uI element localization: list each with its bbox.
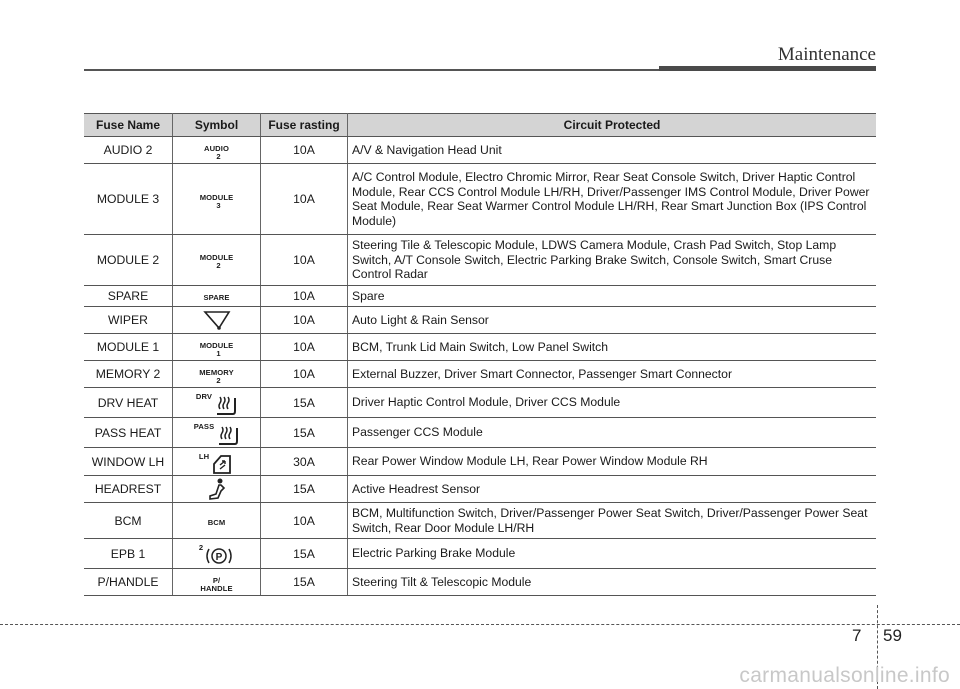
fuse-rating-cell: 30A [261, 448, 348, 476]
fuse-table-body [84, 137, 876, 596]
fuse-name-cell: WIPER [84, 307, 173, 334]
column-header-circuit-protected: Circuit Protected [348, 114, 877, 137]
circuit-protected-cell: Steering Tilt & Telescopic Module [348, 569, 877, 596]
table-row [84, 388, 876, 418]
fuse-symbol-label: SPARE [203, 292, 230, 302]
column-header-fuse-name: Fuse Name [84, 114, 173, 137]
table-row [84, 285, 876, 307]
fuse-table [84, 113, 876, 596]
header-rule-accent [659, 66, 876, 71]
fuse-name-cell: BCM [84, 503, 173, 539]
circuit-protected-cell: Driver Haptic Control Module, Driver CCS Module [348, 388, 877, 418]
fuse-symbol-label: MODULE 2 [199, 253, 234, 271]
seat-heater-icon [213, 393, 237, 417]
svg-text:P: P [215, 552, 223, 563]
fuse-rating-cell: 15A [261, 569, 348, 596]
table-row [84, 476, 876, 503]
fuse-rating-cell: 10A [261, 235, 348, 286]
fuse-rating-cell: 10A [261, 164, 348, 235]
circuit-protected-cell: Rear Power Window Module LH, Rear Power Window Module RH [348, 448, 877, 476]
fuse-symbol-label: AUDIO 2 [204, 143, 229, 161]
header-rule [84, 69, 659, 71]
fuse-symbol-label: MODULE 1 [199, 340, 234, 358]
fuse-symbol-cell [173, 418, 261, 448]
fuse-rating-cell: 10A [261, 137, 348, 164]
column-header-fuse-rating: Fuse rasting [261, 114, 348, 137]
fuse-name-cell: HEADREST [84, 476, 173, 503]
chapter-number: 7 [852, 626, 862, 645]
fuse-name-cell: MEMORY 2 [84, 361, 173, 388]
fuse-symbol-cell [173, 285, 261, 307]
fuse-name-cell: WINDOW LH [84, 448, 173, 476]
fuse-rating-cell: 10A [261, 307, 348, 334]
section-title: Maintenance [777, 44, 876, 65]
fuse-symbol-cell [173, 361, 261, 388]
fuse-symbol-label: BCM [207, 517, 226, 527]
table-row [84, 569, 876, 596]
table-row [84, 164, 876, 235]
table-row [84, 539, 876, 569]
fuse-symbol-cell [173, 448, 261, 476]
circuit-protected-cell: Active Headrest Sensor [348, 476, 877, 503]
watermark: carmanualsonline.info [739, 664, 950, 687]
fuse-name-cell: AUDIO 2 [84, 137, 173, 164]
fuse-symbol-cell [173, 334, 261, 361]
fuse-symbol-cell [173, 235, 261, 286]
fuse-rating-cell: 10A [261, 334, 348, 361]
footer-rule [0, 624, 960, 625]
fuse-rating-cell: 10A [261, 285, 348, 307]
table-row [84, 418, 876, 448]
circuit-protected-cell: Steering Tile & Telescopic Module, LDWS Camera Module, Crash Pad Switch, Stop Lamp Switch, A/T Console Switch, Electric Parking Brake Switch, Console Switch, Smart Cruse Control Radar [348, 235, 877, 286]
table-row [84, 448, 876, 476]
parking-brake-icon [204, 544, 234, 568]
circuit-protected-cell: Electric Parking Brake Module [348, 539, 877, 569]
fuse-symbol-label: LH [198, 452, 210, 461]
fuse-symbol-cell [173, 388, 261, 418]
fuse-symbol-cell [173, 307, 261, 334]
circuit-protected-cell: BCM, Trunk Lid Main Switch, Low Panel Switch [348, 334, 877, 361]
fuse-symbol-cell [173, 569, 261, 596]
fuse-symbol-label: MODULE 3 [199, 192, 234, 210]
table-row [84, 503, 876, 539]
fuse-name-cell: MODULE 2 [84, 235, 173, 286]
fuse-rating-cell: 10A [261, 361, 348, 388]
table-row [84, 235, 876, 286]
circuit-protected-cell: A/V & Navigation Head Unit [348, 137, 877, 164]
fuse-name-cell: MODULE 1 [84, 334, 173, 361]
fuse-symbol-label: MEMORY 2 [199, 367, 234, 385]
fuse-symbol-label: 2 [198, 543, 204, 552]
fuse-symbol-cell [173, 539, 261, 569]
fuse-rating-cell: 10A [261, 503, 348, 539]
fuse-symbol-label: P/ HANDLE [200, 575, 233, 593]
table-row [84, 137, 876, 164]
fuse-name-cell: SPARE [84, 285, 173, 307]
fuse-name-cell: EPB 1 [84, 539, 173, 569]
fuse-name-cell: MODULE 3 [84, 164, 173, 235]
fuse-rating-cell: 15A [261, 476, 348, 503]
table-row [84, 334, 876, 361]
fuse-symbol-cell [173, 503, 261, 539]
column-header-symbol: Symbol [173, 114, 261, 137]
circuit-protected-cell: External Buzzer, Driver Smart Connector, Passenger Smart Connector [348, 361, 877, 388]
fuse-symbol-label: PASS [193, 422, 215, 431]
fuse-symbol-cell [173, 476, 261, 503]
wiper-icon [203, 308, 231, 332]
table-row [84, 307, 876, 334]
fuse-symbol-cell [173, 164, 261, 235]
circuit-protected-cell: Auto Light & Rain Sensor [348, 307, 877, 334]
circuit-protected-cell: Spare [348, 285, 877, 307]
circuit-protected-cell: BCM, Multifunction Switch, Driver/Passenger Power Seat Switch, Driver/Passenger Power Seat Switch, Rear Door Module LH/RH [348, 503, 877, 539]
fuse-rating-cell: 15A [261, 388, 348, 418]
fuse-rating-cell: 15A [261, 539, 348, 569]
headrest-icon [206, 477, 228, 501]
fuse-name-cell: P/HANDLE [84, 569, 173, 596]
fuse-symbol-label: DRV [195, 392, 213, 401]
circuit-protected-cell: Passenger CCS Module [348, 418, 877, 448]
power-window-icon [210, 453, 234, 475]
seat-heater-icon [215, 423, 239, 447]
fuse-symbol-cell [173, 137, 261, 164]
page-number: 59 [883, 626, 902, 645]
table-header-row [84, 114, 876, 137]
fuse-name-cell: PASS HEAT [84, 418, 173, 448]
table-row [84, 361, 876, 388]
fuse-name-cell: DRV HEAT [84, 388, 173, 418]
circuit-protected-cell: A/C Control Module, Electro Chromic Mirror, Rear Seat Console Switch, Driver Haptic Control Module, Rear CCS Control Module LH/RH, Driver/Passenger IMS Control Module, Driver Power Seat Module, Rear Seat Warmer Control Module LH/RH, Rear Smart Junction Box (IPS Control Module) [348, 164, 877, 235]
fuse-rating-cell: 15A [261, 418, 348, 448]
